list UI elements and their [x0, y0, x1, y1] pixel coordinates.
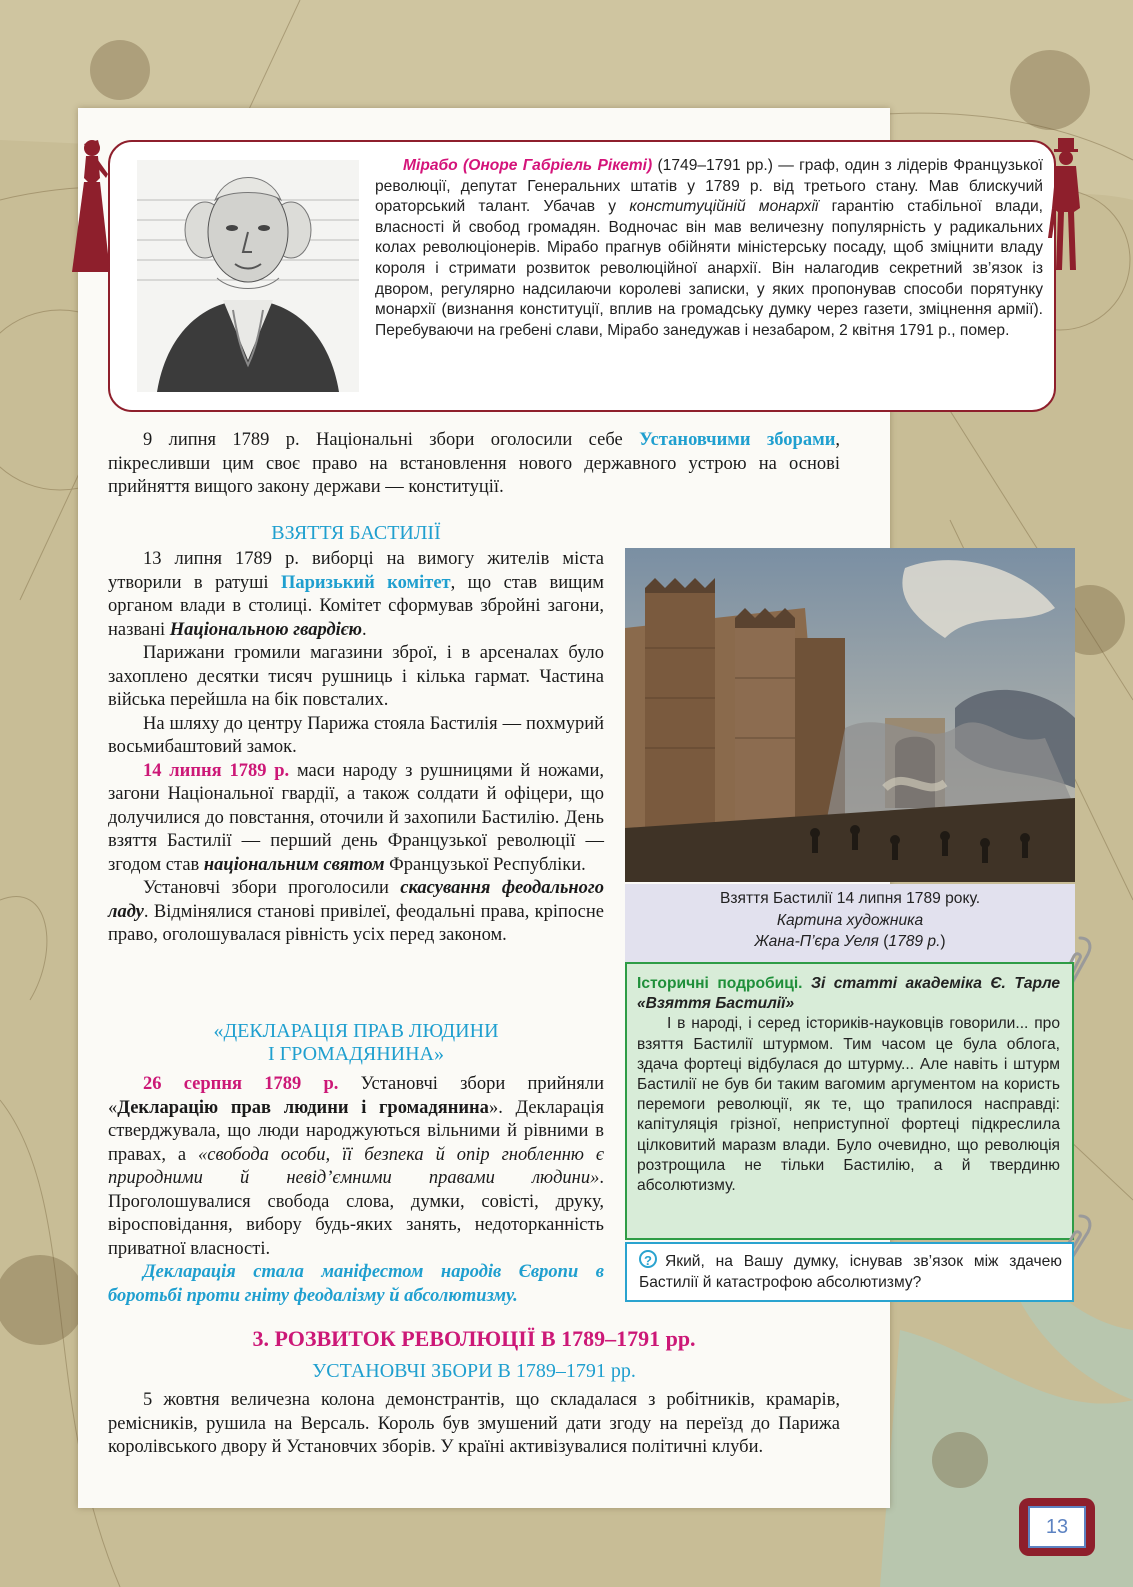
page-number-badge	[1019, 1498, 1095, 1556]
biography-name: Мірабо (Оноре Габріель Рікеті)	[403, 157, 653, 174]
section-heading-bastille: ВЗЯТТЯ БАСТИЛІЇ	[271, 522, 441, 544]
intro-paragraph: 9 липня 1789 р. Національні збори оголосили себе Установчими зборами, пікресливши цим своє право на встановлення нового державного устрою на основі прийняття вищого закону держави — конституції.	[108, 430, 840, 497]
date-august-26: 26 серпня 1789 р.	[143, 1074, 339, 1094]
date-july-14: 14 липня 1789 р.	[143, 760, 290, 781]
section-heading-declaration: «ДЕКЛАРАЦІЯ ПРАВ ЛЮДИНИ І ГРОМАДЯНИНА»	[213, 1020, 499, 1065]
declaration-text	[108, 1073, 604, 1308]
question-text: Який, на Вашу думку, існував зв’язок між здачею Бастилії й катастрофою абсолютизму?	[639, 1253, 1062, 1291]
declaration-conclusion: Декларація стала маніфестом народів Європи в боротьбі проти гніту феодалізму й абсолютизму.	[108, 1262, 604, 1306]
question-box	[625, 1242, 1074, 1302]
declaration-quote: «свобода особи, її безпека й опір гнобленню є природними й невід’ємними правами людини»	[108, 1144, 604, 1188]
paragraph: Парижани громили магазини зброї, і в арсеналах було захоплено десятки тисяч рушниць і кілька гармат. Частина війська перейшла на бік повсталих.	[108, 643, 604, 710]
bastille-text	[108, 548, 604, 948]
section-3-heading: 3. РОЗВИТОК РЕВОЛЮЦІЇ В 1789–1791 рр.	[252, 1326, 696, 1351]
term-national-guard: Національною гвардією	[169, 619, 362, 640]
woman-silhouette-icon	[68, 138, 112, 274]
paragraph: Установчі збори проголосили скасування феодального ладу. Відмінялися станові привілеї, феодальні права, кріпосне право, оголошувалася рівність усіх перед законом.	[108, 878, 605, 945]
paragraph: 26 серпня 1789 р. Установчі збори прийняли «Декларацію прав людини і громадянина». Декларація стверджувала, що люди народжуються вільними й рівними в правах, а «свобода особи, її безпека й опір гнобленню є природними й невід’ємними правами людини». Проголошувалися свобода слова, думки, совісті, друку, віросповідання, вибору будь-яких занять, недоторканність приватної власності.	[108, 1074, 604, 1259]
term-declaration: Декларацію прав людини і громадянина	[117, 1097, 489, 1118]
man-silhouette-icon	[1044, 138, 1088, 274]
painting-caption: Взяття Бастилії 14 липня 1789 року. Картина художника Жана-П’єра Уеля (1789 р.)	[625, 884, 1075, 962]
term-national-holiday: національним святом	[203, 854, 385, 875]
page-number: 13	[1028, 1506, 1086, 1548]
biography-text: Мірабо (Оноре Габріель Рікеті) (1749–1791 рр.) — граф, один з лідерів Французької революції, депутат Генеральних штатів у 1789 р. від третього стану. Мав блискучий ораторський талант. Убачав у конституційній монархії гарантію стабільної влади, власності й свобод громадян. Водночас він мав величезну популярність у радикальних колах революціонерів. Мірабо прагнув обійняти міністерську посаду, щоб зміцнити владу короля і стримати розвиток революційної анархії. Він налагодив секретний зв’язок із двором, регулярно надсилаючи королеві записки, у яких пропонував способи порятунку монархії (визнання конституції, вплив на громадську думку через газети, зміцнення армії). Перебуваючи на гребені слави, Мірабо занедужав і незабаром, 2 квітня 1791 р., помер.	[375, 157, 1044, 339]
term-paris-committee: Паризький комітет	[280, 572, 451, 593]
paragraph: 13 липня 1789 р. виборці на вимогу жителів міста утворили в ратуші Паризький комітет, що став вищим органом влади в столиці. Комітет сформував збройні загони, названі Національною гвардією.	[108, 549, 604, 640]
term-abolition-feudal: скасування феодального ладу	[108, 878, 605, 922]
section-3-subheading: УСТАНОВЧІ ЗБОРИ В 1789–1791 рр.	[312, 1360, 636, 1382]
mirabeau-portrait	[137, 160, 359, 392]
historical-details-text: І в народі, і серед істориків-науковців говорили... про взяття Бастилії штурмом. Тим часом це була облога, здача фортеці відбулася до штурму... Але навіть і штурм Бастилії не був би таким вагомим аргументом на користь перемоги революції, як те, що трапилося насправді: капітуляція грізної, неприступної фортеці підкреслила цілковитий маразм влади. Було очевидно, що революція розтрощила не тільки Бастилію, а й твердиню абсолютизму.	[637, 1015, 1060, 1195]
term-constituent-assembly: Установчими зборами	[639, 430, 836, 450]
section-3-paragraph: 5 жовтня величезна колона демонстрантів, що складалася з робітників, крамарів, ремісників, рушила на Версаль. Король був змушений дати згоду на переїзд до Парижа королівського двору й Установчих зборів. У країні активізувалися політичні клуби.	[108, 1390, 840, 1457]
historical-details-title: Історичні подробиці.	[637, 975, 803, 992]
historical-details-box: Історичні подробиці. Зі статті академіка Є. Тарле «Взяття Бастилії» І в народі, і серед істориків-науковців говорили... про взяття Бастилії штурмом. Тим часом це була облога, здача фортеці відбулася до штурму... Але навіть і штурм Бастилії не був би таким вагомим аргументом на користь перемоги революції, як те, що трапилося насправді: капітуляція грізної, неприступної фортеці підкреслила цілковитий маразм влади. Було очевидно, що революція розтрощила не тільки Бастилію, а й твердиню абсолютизму.	[625, 962, 1074, 1240]
paragraph: На шляху до центру Парижа стояла Бастилія — похмурий восьмибаштовий замок.	[108, 713, 604, 757]
question-icon: ?	[639, 1250, 657, 1268]
paragraph: 14 липня 1789 р. маси народу з рушницями й ножами, загони Національної гвардії, а також солдати й офіцери, що долучилися до повстання, оточили й захопили Бастилію. День взяття Бастилії — перший день Французької революції — згодом став національним святом Французької Республіки.	[108, 760, 604, 875]
storming-of-bastille-painting	[625, 548, 1075, 882]
